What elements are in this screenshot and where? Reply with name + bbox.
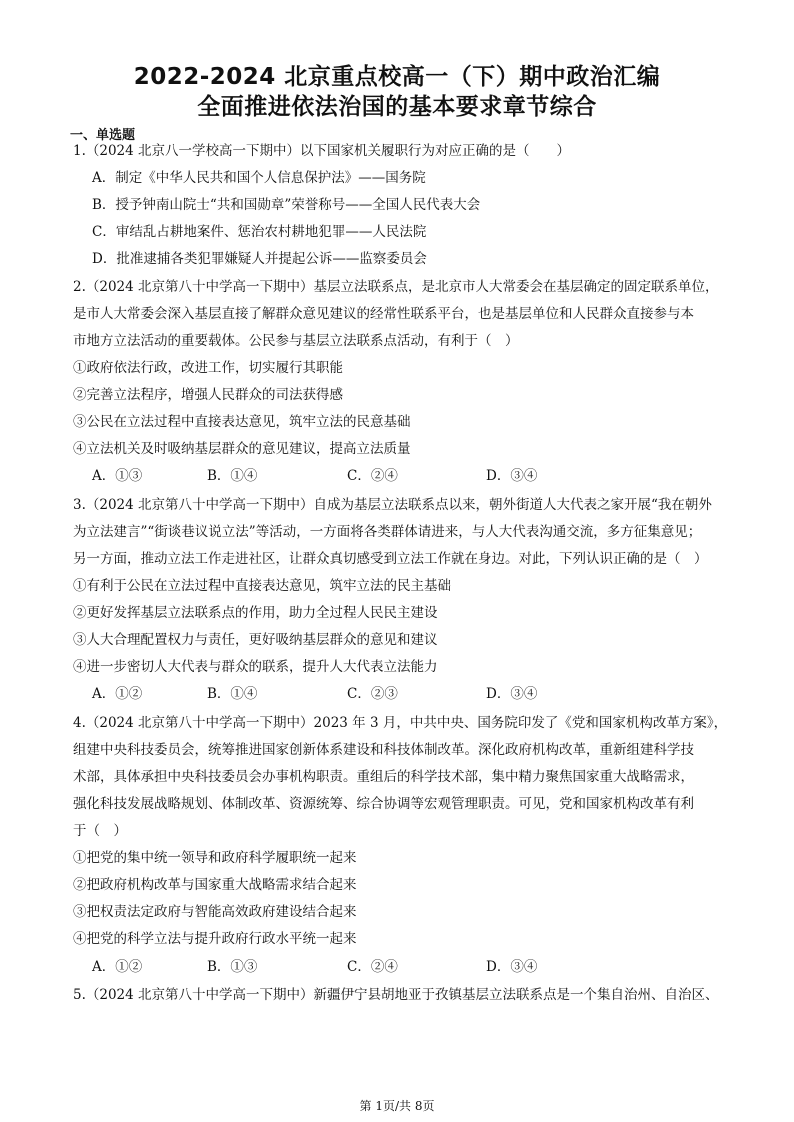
question-stem-line: 5.（2024 北京第八十中学高一下期中）新疆伊宁县胡地亚于孜镇基层立法联系点是一个集自治州、自治区、 <box>73 987 719 1003</box>
answer-c: C．②③ <box>347 686 398 702</box>
statement-item: ④把党的科学立法与提升政府行政水平统一起来 <box>73 931 357 947</box>
answer-b: B．①④ <box>207 686 258 702</box>
answer-d: D．③④ <box>486 686 538 702</box>
statement-item: ④立法机关及时吸纳基层群众的意见建议，提高立法质量 <box>73 441 411 457</box>
option-d: D．批准逮捕各类犯罪嫌疑人并提起公诉——监察委员会 <box>92 251 427 267</box>
statement-item: ④进一步密切人大代表与群众的联系，提升人大代表立法能力 <box>73 659 438 675</box>
question-stem-line: 3.（2024 北京第八十中学高一下期中）自成为基层立法联系点以来，朝外街道人大代表之家开展“我在朝外 <box>73 497 712 513</box>
question-stem-line: 强化科技发展战略规划、体制改革、资源统筹、综合协调等宏观管理职责。可见，党和国家机构改革有利 <box>73 796 694 812</box>
question-stem-line: 于（ ） <box>73 823 127 839</box>
answer-a: A．①② <box>92 959 143 975</box>
answer-c: C．②④ <box>347 468 398 484</box>
question-stem-line: 为立法建言”“街谈巷议说立法”等活动，一方面将各类群体请进来，与人大代表沟通交流，多方征集意见； <box>73 524 702 540</box>
question-stem-line: 市地方立法活动的重要载体。公民参与基层立法联系点活动，有利于（ ） <box>73 333 519 349</box>
question-stem: 1.（2024 北京八一学校高一下期中）以下国家机关履职行为对应正确的是（ ） <box>73 143 571 159</box>
answer-b: B．①③ <box>207 959 258 975</box>
question-stem-line: 4.（2024 北京第八十中学高一下期中）2023 年 3 月，中共中央、国务院印发了《党和国家机构改革方案》， <box>73 715 728 731</box>
question-stem-line: 术部，具体承担中央科技委员会办事机构职责。重组后的科学技术部，集中精力聚焦国家重大战略需求， <box>73 769 694 785</box>
option-b: B．授予钟南山院士“共和国勋章”荣誉称号——全国人民代表大会 <box>92 197 481 213</box>
answer-a: A．①③ <box>92 468 143 484</box>
statement-item: ③人大合理配置权力与责任，更好吸纳基层群众的意见和建议 <box>73 632 438 648</box>
statement-item: ②完善立法程序，增强人民群众的司法获得感 <box>73 387 343 403</box>
answer-d: D．③④ <box>486 959 538 975</box>
statement-item: ②更好发挥基层立法联系点的作用，助力全过程人民民主建设 <box>73 605 438 621</box>
statement-item: ③公民在立法过程中直接表达意见，筑牢立法的民意基础 <box>73 414 411 430</box>
statement-item: ②把政府机构改革与国家重大战略需求结合起来 <box>73 877 357 893</box>
question-stem-line: 组建中央科技委员会，统筹推进国家创新体系建设和科技体制改革。深化政府机构改革，重新组建科学技 <box>73 742 694 758</box>
document-title-line2: 全面推进依法治国的基本要求章节综合 <box>197 94 597 120</box>
statement-item: ①政府依法行政，改进工作，切实履行其职能 <box>73 360 343 376</box>
document-title-line1: 2022-2024 北京重点校高一（下）期中政治汇编 <box>133 64 661 90</box>
question-stem-line: 是市人大常委会深入基层直接了解群众意见建议的经常性联系平台，也是基层单位和人民群众直接参与本 <box>73 306 694 322</box>
statement-item: ①把党的集中统一领导和政府科学履职统一起来 <box>73 850 357 866</box>
statement-item: ③把权责法定政府与智能高效政府建设结合起来 <box>73 904 357 920</box>
answer-d: D．③④ <box>486 468 538 484</box>
question-stem-line: 另一方面，推动立法工作走进社区，让群众真切感受到立法工作就在身边。对此，下列认识正确的是（ ） <box>73 551 708 567</box>
question-stem-line: 2.（2024 北京第八十中学高一下期中）基层立法联系点，是北京市人大常委会在基层确定的固定联系单位， <box>73 279 719 295</box>
answer-a: A．①② <box>92 686 143 702</box>
answer-b: B．①④ <box>207 468 258 484</box>
section-heading: 一、单选题 <box>70 128 136 143</box>
page-number-footer: 第 1页/共 8页 <box>359 1099 435 1113</box>
answer-c: C．②④ <box>347 959 398 975</box>
option-c: C．审结乱占耕地案件、惩治农村耕地犯罪——人民法院 <box>92 224 427 240</box>
option-a: A．制定《中华人民共和国个人信息保护法》——国务院 <box>92 170 426 186</box>
statement-item: ①有利于公民在立法过程中直接表达意见，筑牢立法的民主基础 <box>73 578 451 594</box>
